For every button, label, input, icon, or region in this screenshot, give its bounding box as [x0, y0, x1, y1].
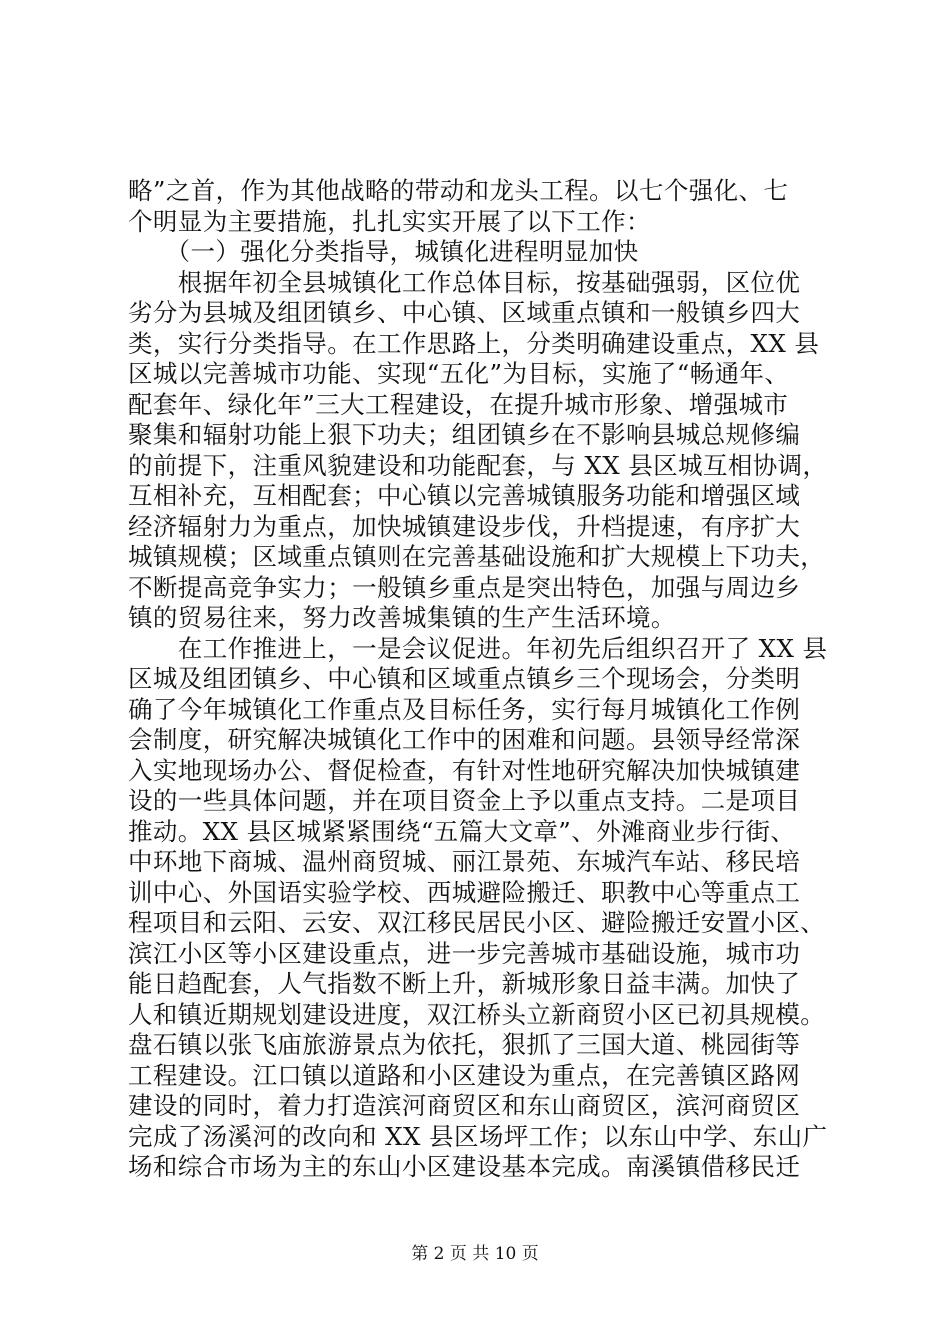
body-text-line: 设的一些具体问题，并在项目资金上予以重点支持。二是项目 — [128, 786, 801, 815]
body-text-line: 不断提高竞争实力；一般镇乡重点是突出特色，加强与周边乡 — [128, 572, 801, 602]
body-text-line: 个明显为主要措施，扎扎实实开展了以下工作： — [128, 206, 651, 236]
body-text-line: 的前提下，注重风貌建设和功能配套，与 XX 县区城互相协调， — [128, 450, 828, 480]
body-text-line: 在工作推进上，一是会议促进。年初先后组织召开了 XX 县 — [128, 633, 828, 663]
body-text-line: 配套年、绿化年”三大工程建设，在提升城市形象、增强城市 — [128, 389, 789, 419]
body-text-line: 人和镇近期规划建设进度，双江桥头立新商贸小区已初具规模。 — [128, 999, 826, 1029]
body-text-line: 盘石镇以张飞庙旅游景点为依托，狠抓了三国大道、桃园街等 — [128, 1030, 801, 1059]
body-text-line: 推动。XX 县区城紧紧围绕“五篇大文章”、外滩商业步行街、 — [128, 816, 796, 846]
body-text-line: 区城以完善城市功能、实现“五化”为目标，实施了“畅通年、 — [128, 359, 790, 388]
body-text-line: 区城及组团镇乡、中心镇和区域重点镇乡三个现场会，分类明 — [128, 664, 801, 693]
body-text-line: 场和综合市场为主的东山小区建设基本完成。南溪镇借移民迁 — [128, 1152, 801, 1181]
section-heading: （一）强化分类指导，城镇化进程明显加快 — [128, 237, 639, 266]
body-text-line: 入实地现场办公、督促检查，有针对性地研究解决加快城镇建 — [128, 755, 801, 785]
body-text-line: 中环地下商城、温州商贸城、丽江景苑、东城汽车站、移民培 — [128, 847, 801, 876]
body-text-line: 略”之首，作为其他战略的带动和龙头工程。以七个强化、七 — [128, 176, 789, 205]
body-text-line: 建设的同时，着力打造滨河商贸区和东山商贸区，滨河商贸区 — [128, 1091, 801, 1120]
body-text-line: 完成了汤溪河的改向和 XX 县区场坪工作；以东山中学、东山广 — [128, 1121, 828, 1151]
body-text-line: 根据年初全县城镇化工作总体目标，按基础强弱，区位优 — [128, 267, 801, 297]
body-text-line: 镇的贸易往来，努力改善城集镇的生产生活环境。 — [128, 603, 676, 632]
body-text-line: 城镇规模；区域重点镇则在完善基础设施和扩大规模上下功夫， — [128, 542, 826, 571]
body-text-line: 工程建设。江口镇以道路和小区建设为重点，在完善镇区路网 — [128, 1060, 801, 1090]
page-footer: 第 2 页 共 10 页 — [411, 1244, 539, 1264]
body-text-line: 能日趋配套，人气指数不断上升，新城形象日益丰满。加快了 — [128, 969, 801, 998]
body-text-line: 程项目和云阳、云安、双江移民居民小区、避险搬迁安置小区、 — [128, 908, 826, 937]
body-text-line: 确了今年城镇化工作重点及目标任务，实行每月城镇化工作例 — [128, 694, 801, 724]
body-text-line: 会制度，研究解决城镇化工作中的困难和问题。县领导经常深 — [128, 725, 801, 754]
body-text-line: 滨江小区等小区建设重点，进一步完善城市基础设施，城市功 — [128, 938, 801, 968]
body-text-line: 劣分为县城及组团镇乡、中心镇、区域重点镇和一般镇乡四大 — [128, 298, 801, 327]
document-body — [128, 176, 828, 1183]
body-text-line: 互相补充，互相配套；中心镇以完善城镇服务功能和增强区域 — [128, 481, 801, 510]
body-text-line: 聚集和辐射功能上狠下功夫；组团镇乡在不影响县城总规修编 — [128, 420, 801, 449]
body-text-line: 训中心、外国语实验学校、西城避险搬迁、职教中心等重点工 — [128, 877, 801, 907]
body-text-line: 类，实行分类指导。在工作思路上，分类明确建设重点，XX 县 — [128, 328, 820, 358]
body-text-line: 经济辐射力为重点，加快城镇建设步伐，升档提速，有序扩大 — [128, 511, 801, 541]
